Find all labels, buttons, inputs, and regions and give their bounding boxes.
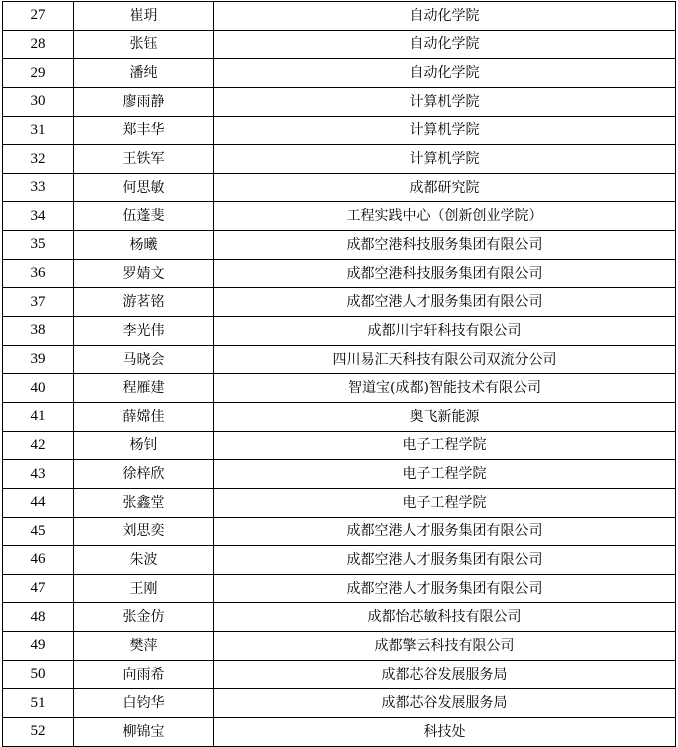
person-name: 徐梓欣	[74, 460, 214, 489]
organization: 电子工程学院	[214, 431, 676, 460]
row-number: 31	[3, 116, 74, 145]
organization: 自动化学院	[214, 30, 676, 59]
person-name: 白钧华	[74, 689, 214, 718]
organization: 成都芯谷发展服务局	[214, 689, 676, 718]
organization: 成都空港人才服务集团有限公司	[214, 517, 676, 546]
table-row	[3, 87, 676, 116]
person-name: 杨钊	[74, 431, 214, 460]
row-number: 52	[3, 718, 74, 747]
row-number: 41	[3, 402, 74, 431]
table-row	[3, 317, 676, 346]
row-number: 42	[3, 431, 74, 460]
person-name: 张鑫堂	[74, 488, 214, 517]
person-name: 马晓会	[74, 345, 214, 374]
row-number: 40	[3, 374, 74, 403]
table-row	[3, 59, 676, 88]
person-name: 王铁军	[74, 145, 214, 174]
table-row	[3, 202, 676, 231]
row-number: 50	[3, 660, 74, 689]
person-name: 张钰	[74, 30, 214, 59]
organization: 成都川宇轩科技有限公司	[214, 317, 676, 346]
organization: 成都空港人才服务集团有限公司	[214, 288, 676, 317]
table-row	[3, 345, 676, 374]
organization: 成都擎云科技有限公司	[214, 632, 676, 661]
organization: 奥飞新能源	[214, 402, 676, 431]
table-row	[3, 546, 676, 575]
organization: 成都空港科技服务集团有限公司	[214, 259, 676, 288]
table-row	[3, 374, 676, 403]
table-row	[3, 30, 676, 59]
person-name: 程雁建	[74, 374, 214, 403]
row-number: 28	[3, 30, 74, 59]
row-number: 48	[3, 603, 74, 632]
organization: 自动化学院	[214, 2, 676, 31]
table-row	[3, 517, 676, 546]
table-row	[3, 632, 676, 661]
table-row	[3, 689, 676, 718]
table-row	[3, 173, 676, 202]
person-name: 薛嫦佳	[74, 402, 214, 431]
person-name: 王刚	[74, 574, 214, 603]
table-row	[3, 259, 676, 288]
organization: 成都研究院	[214, 173, 676, 202]
organization: 计算机学院	[214, 116, 676, 145]
row-number: 46	[3, 546, 74, 575]
organization: 计算机学院	[214, 145, 676, 174]
table-row	[3, 116, 676, 145]
table-body	[3, 2, 676, 747]
row-number: 33	[3, 173, 74, 202]
person-name: 刘思奕	[74, 517, 214, 546]
organization: 智道宝(成都)智能技术有限公司	[214, 374, 676, 403]
person-name: 樊萍	[74, 632, 214, 661]
row-number: 44	[3, 488, 74, 517]
table-row	[3, 460, 676, 489]
table-row	[3, 2, 676, 31]
person-name: 何思敏	[74, 173, 214, 202]
table-row	[3, 145, 676, 174]
table-row	[3, 488, 676, 517]
person-name: 杨曦	[74, 231, 214, 260]
table-row	[3, 431, 676, 460]
organization: 科技处	[214, 718, 676, 747]
row-number: 38	[3, 317, 74, 346]
organization: 电子工程学院	[214, 488, 676, 517]
table-row	[3, 288, 676, 317]
organization: 计算机学院	[214, 87, 676, 116]
organization: 成都空港人才服务集团有限公司	[214, 546, 676, 575]
person-name: 向雨希	[74, 660, 214, 689]
person-name: 张金仿	[74, 603, 214, 632]
personnel-table	[2, 1, 676, 747]
row-number: 43	[3, 460, 74, 489]
row-number: 29	[3, 59, 74, 88]
row-number: 45	[3, 517, 74, 546]
organization: 成都空港科技服务集团有限公司	[214, 231, 676, 260]
organization: 成都芯谷发展服务局	[214, 660, 676, 689]
person-name: 朱波	[74, 546, 214, 575]
person-name: 伍蓬斐	[74, 202, 214, 231]
row-number: 47	[3, 574, 74, 603]
row-number: 51	[3, 689, 74, 718]
person-name: 李光伟	[74, 317, 214, 346]
row-number: 34	[3, 202, 74, 231]
row-number: 30	[3, 87, 74, 116]
table-row	[3, 660, 676, 689]
organization: 工程实践中心（创新创业学院）	[214, 202, 676, 231]
row-number: 49	[3, 632, 74, 661]
organization: 四川易汇天科技有限公司双流分公司	[214, 345, 676, 374]
row-number: 35	[3, 231, 74, 260]
row-number: 27	[3, 2, 74, 31]
organization: 成都怡芯敏科技有限公司	[214, 603, 676, 632]
organization: 电子工程学院	[214, 460, 676, 489]
organization: 自动化学院	[214, 59, 676, 88]
row-number: 37	[3, 288, 74, 317]
person-name: 崔玥	[74, 2, 214, 31]
table-row	[3, 231, 676, 260]
table-row	[3, 402, 676, 431]
person-name: 罗婧文	[74, 259, 214, 288]
row-number: 39	[3, 345, 74, 374]
table-row	[3, 718, 676, 747]
row-number: 32	[3, 145, 74, 174]
person-name: 游茗铭	[74, 288, 214, 317]
person-name: 柳锦宝	[74, 718, 214, 747]
person-name: 潘纯	[74, 59, 214, 88]
person-name: 廖雨静	[74, 87, 214, 116]
table-row	[3, 603, 676, 632]
person-name: 郑丰华	[74, 116, 214, 145]
organization: 成都空港人才服务集团有限公司	[214, 574, 676, 603]
row-number: 36	[3, 259, 74, 288]
table-row	[3, 574, 676, 603]
